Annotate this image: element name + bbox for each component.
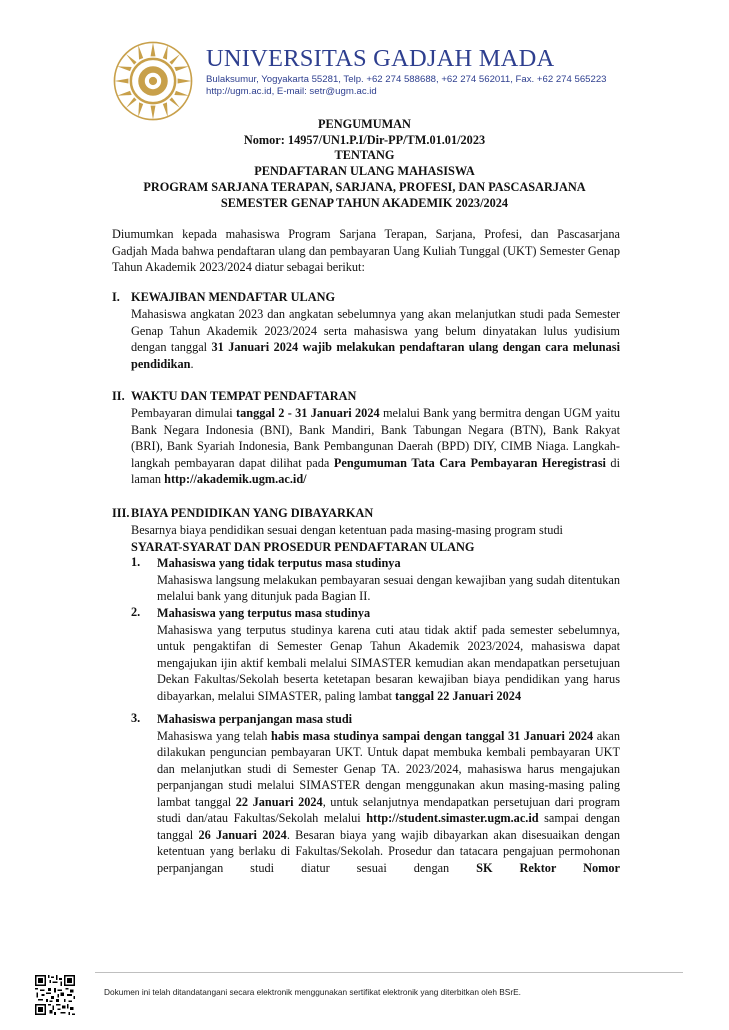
university-name: UNIVERSITAS GADJAH MADA: [206, 45, 555, 72]
section-1-number: I.: [112, 290, 120, 304]
university-address: Bulaksumur, Yogyakarta 55281, Telp. +62 274 588688, +62 274 562011, Fax. +62 274 565223: [206, 74, 607, 85]
announcement-subject-1: PENDAFTARAN ULANG MAHASISWA: [254, 164, 475, 178]
announcement-about: TENTANG: [334, 148, 395, 162]
footer-divider: [95, 972, 683, 973]
announcement-title: PENGUMUMAN: [318, 117, 411, 131]
item-2: Mahasiswa yang terputus masa studinya Mahasiswa yang terputus studinya karena cuti atau tidak aktif pada semester sebelumnya, untuk pengaktifan di Semester Genap Tahun Akademik 2023/2024, mahasiswa dapat mengajukan ijin aktif kembali melalui SIMASTER kemudian akan mendapatkan persetujuan Dekan Fakultas/Sekolah beserta ketetapan besaran kewajiban biaya pendidikan yang harus dibayarkan, melalui SIMASTER, paling lambat tanggal 22 Januari 2024: [157, 606, 620, 703]
section-1-title: KEWAJIBAN MENDAFTAR ULANG: [131, 290, 336, 304]
item-2-number: 2.: [131, 605, 141, 619]
simaster-link: http://student.simaster.ugm.ac.id: [366, 811, 539, 825]
requirements-subtitle: SYARAT-SYARAT DAN PROSEDUR PENDAFTARAN ULANG: [131, 539, 475, 554]
item-3-number: 3.: [131, 711, 141, 725]
section-3-number: III.: [112, 506, 130, 520]
item-1-title: Mahasiswa yang tidak terputus masa studinya: [157, 556, 401, 570]
ugm-logo: [112, 40, 194, 122]
section-2-number: II.: [112, 389, 125, 403]
item-3-title: Mahasiswa perpanjangan masa studi: [157, 712, 353, 726]
announcement-number: Nomor: 14957/UN1.P.I/Dir-PP/TM.01.01/2023: [243, 133, 486, 147]
e-signature-note: Dokumen ini telah ditandatangani secara elektronik menggunakan sertifikat elektronik yang diterbitkan oleh BSrE.: [104, 987, 521, 997]
qr-code-icon: [35, 975, 75, 1015]
university-contact: http://ugm.ac.id, E-mail: setr@ugm.ac.id: [206, 86, 377, 97]
section-1-body: Mahasiswa angkatan 2023 dan angkatan sebelumnya yang akan melanjutkan studi pada Semester Genap Tahun Akademik 2023/2024 serta mahasiswa yang belum dinyatakan lulus yudisium dengan tanggal 31 Januari 2024 wajib melakukan pendaftaran ulang dengan cara melunasi pendidikan.: [131, 307, 620, 371]
section-2-title: WAKTU DAN TEMPAT PENDAFTARAN: [131, 389, 357, 403]
item-3: Mahasiswa perpanjangan masa studi Mahasiswa yang telah habis masa studinya sampai dengan tanggal 31 Januari 2024 akan dilakukan penguncian pembayaran UKT. Untuk dapat membuka kembali pembayaran UKT dan melanjutkan studi di Semester Genap TA. 2023/2024, mahasiswa harus mengajukan perpanjangan studi melalui SIMASTER dengan menggunakan akun masing-masing paling lambat tanggal 22 Januari 2024, untuk selanjutnya mendapatkan persetujuan dari program studi dan/atau Fakultas/Sekolah melalui http://student.simaster.ugm.ac.id sampai dengan tanggal 26 Januari 2024. Besaran biaya yang wajib dibayarkan akan disesuaikan dengan ketentuan yang berlaku di Fakultas/Sekolah. Prosedur dan tatacara pengajuan permohonan perpanjangan studi diatur sesuai dengan SK Rektor Nomor: [157, 712, 620, 875]
announcement-subject-2: PROGRAM SARJANA TERAPAN, SARJANA, PROFESI, DAN PASCASARJANA: [143, 180, 586, 194]
section-3-body: Besarnya biaya pendidikan sesuai dengan ketentuan pada masing-masing program studi SYARAT-SYARAT DAN PROSEDUR PENDAFTARAN ULANG: [131, 523, 563, 554]
item-1-number: 1.: [131, 555, 141, 569]
section-2-body: Pembayaran dimulai tanggal 2 - 31 Januari 2024 melalui Bank yang bermitra dengan UGM yaitu Bank Negara Indonesia (BNI), Bank Mandiri, Bank Tabungan Negara (BTN), Bank Rakyat (BRI), Bank Syariah Indonesia, Bank Pembangunan Daerah (BPD) DIY, CIMB Niaga. Langkah- langkah pembayaran dapat dilihat pada Pengumuman Tata Cara Pembayaran Heregistrasi di laman http://akademik.ugm.ac.id/: [131, 406, 620, 486]
akademik-link: http://akademik.ugm.ac.id/: [164, 472, 307, 486]
intro-paragraph: Diumumkan kepada mahasiswa Program Sarjana Terapan, Sarjana, Profesi, dan Pascasarjana Gadjah Mada bahwa pendaftaran ulang dan pembayaran Uang Kuliah Tunggal (UKT) Semester Genap Tahun Akademik 2023/2024 diatur sebagai berikut:: [112, 227, 620, 274]
announcement-subject-3: SEMESTER GENAP TAHUN AKADEMIK 2023/2024: [220, 196, 509, 210]
section-3-title: BIAYA PENDIDIKAN YANG DIBAYARKAN: [131, 506, 374, 520]
item-2-title: Mahasiswa yang terputus masa studinya: [157, 606, 371, 620]
item-1: Mahasiswa yang tidak terputus masa studinya Mahasiswa langsung melakukan pembayaran sesuai dengan kewajiban yang sudah ditentukan melalui bank yang ditunjuk pada Bagian II.: [157, 556, 620, 603]
